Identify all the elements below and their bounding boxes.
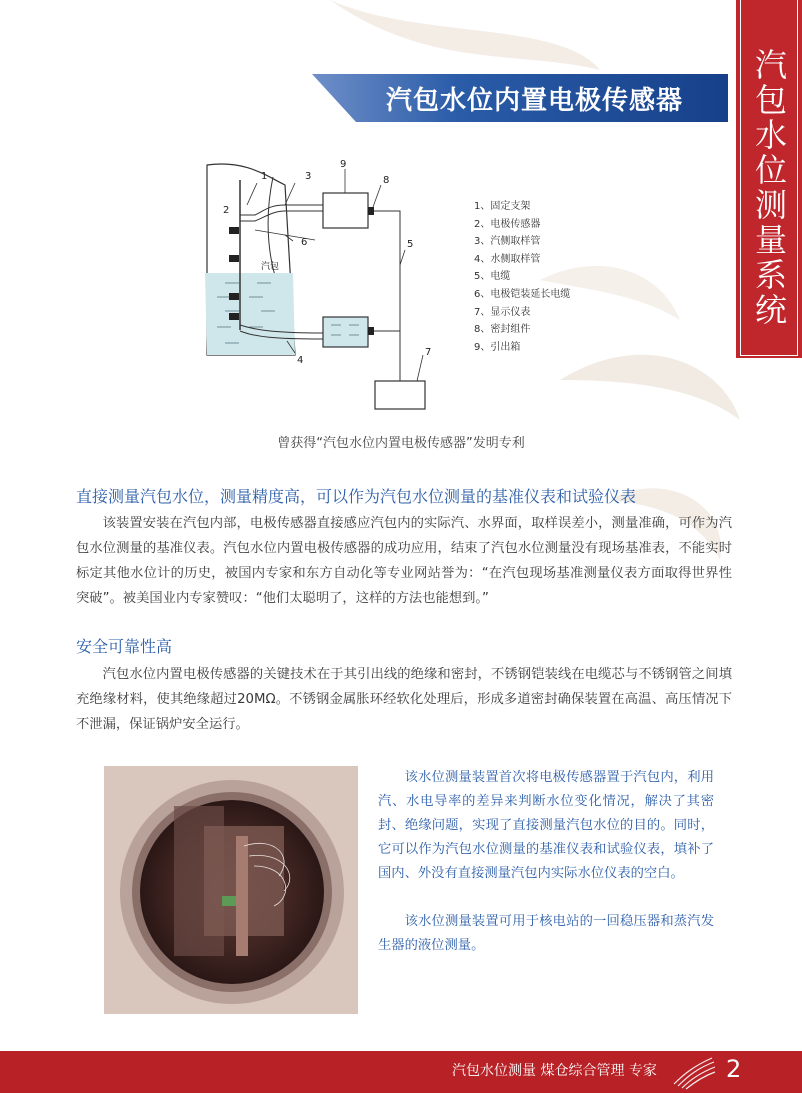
diagram-caption: 曾获得“汽包水位内置电极传感器”发明专利: [277, 436, 525, 451]
legend-item: 9、引出箱: [474, 341, 521, 353]
side-tab-text: 汽包水位测量系统: [754, 46, 787, 329]
legend-item: 4、水侧取样管: [474, 253, 541, 265]
legend-item: 7、显示仪表: [474, 306, 531, 318]
section-heading-safety: 安全可靠性高: [76, 637, 173, 656]
legend-item: 2、电极传感器: [474, 218, 541, 230]
diagram-legend: [474, 198, 614, 356]
diagram-number-7: 7: [425, 347, 432, 358]
footer-slogan: 汽包水位测量 煤仓综合管理 专家: [452, 1063, 657, 1079]
page-number: 2: [726, 1055, 742, 1083]
side-tab-frame: [740, 0, 798, 356]
diagram-number-3: 3: [305, 171, 312, 182]
legend-item: 3、汽侧取样管: [474, 236, 541, 248]
section-body-accuracy: 该装置安装在汽包内部，电极传感器直接感应汽包内的实际汽、水界面，取样误差小，测量准确，可作为汽包水位测量的基准仪表。汽包水位内置电极传感器的成功应用，结束了汽包水位测量没有现场基准表，不能实时标定其他水位计的历史，被国内专家和东方自动化等专业网站誉为：“在汽包现场基准测量仪表方面取得世界性突破”。被美国业内专家赞叹：“他们太聪明了，这样的方法也能想到。”: [76, 516, 732, 606]
diagram-number-9: 9: [340, 159, 347, 170]
diagram-number-6: 6: [301, 237, 308, 248]
section-body-safety: 汽包水位内置电极传感器的关键技术在于其引出线的绝缘和密封，不锈钢铠装线在电缆芯与不锈钢管之间填充绝缘材料，使其绝缘超过20MΩ。不锈钢金属胀环经软化处理后，形成多道密封确保装置在高温、高压情况下不泄漏，保证锅炉安全运行。: [76, 667, 732, 732]
lead-out-box: [323, 193, 368, 228]
legend-item: 5、电缆: [474, 271, 511, 283]
footer-bar: [0, 1051, 802, 1093]
water-side-box: [323, 317, 368, 347]
page-title: 汽包水位内置电极传感器: [386, 86, 684, 116]
company-logo-icon: [670, 1054, 716, 1090]
section-side-tab: [734, 0, 802, 358]
water-region: [205, 273, 295, 355]
legend-item: 6、电极铠装延长电缆: [474, 288, 571, 300]
display-instrument-box: [375, 381, 425, 409]
title-banner: [312, 74, 728, 122]
diagram-number-4: 4: [297, 355, 304, 366]
diagram-number-5: 5: [407, 239, 414, 250]
diagram-number-1: 1: [261, 171, 268, 182]
legend-item: 1、固定支架: [474, 201, 531, 212]
photo-description-paragraph: 该水位测量装置首次将电极传感器置于汽包内，利用汽、水电导率的差异来判断水位变化情况，解决了其密封、绝缘问题，实现了直接测量汽包水位的目的。同时，它可以作为汽包水位测量的基准仪表和试验仪表，填补了国内、外没有直接测量汽包内实际水位仪表的空白。: [378, 770, 714, 881]
legend-item: 8、密封组件: [474, 324, 531, 336]
diagram-number-2: 2: [223, 205, 230, 216]
drum-interior-photo: [104, 766, 358, 1014]
diagram-drum-label: 汽包: [261, 262, 280, 272]
photo-application-paragraph: 该水位测量装置可用于核电站的一回稳压器和蒸汽发生器的液位测量。: [378, 914, 714, 953]
diagram-number-8: 8: [383, 175, 390, 186]
section-heading-accuracy: 直接测量汽包水位，测量精度高，可以作为汽包水位测量的基准仪表和试验仪表: [76, 487, 637, 506]
